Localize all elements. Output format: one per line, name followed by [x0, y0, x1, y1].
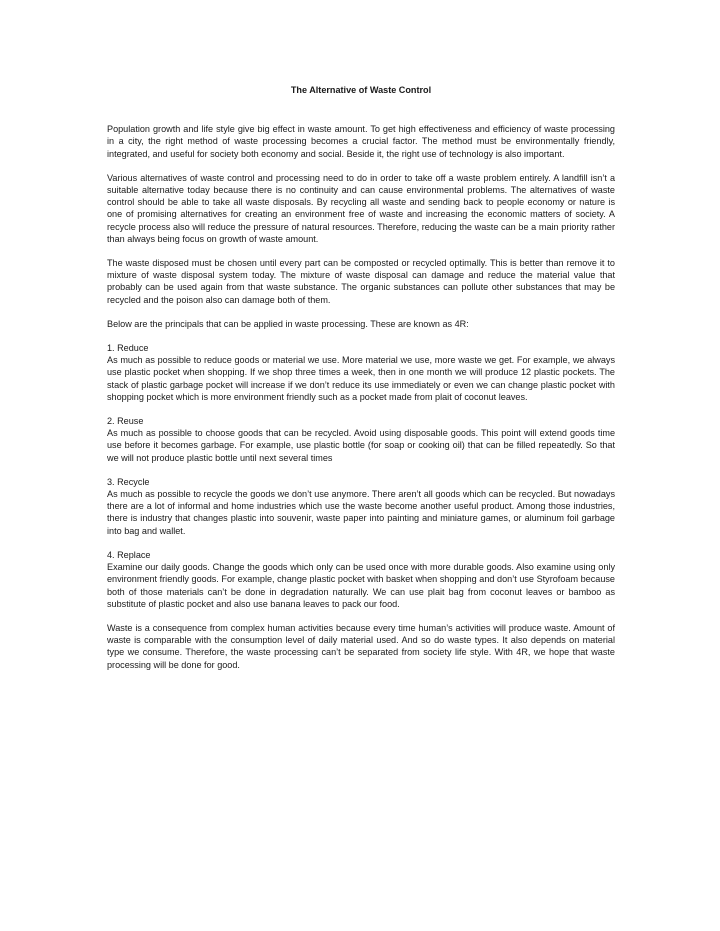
document-page	[107, 84, 615, 683]
section-heading: 4. Replace	[107, 549, 151, 560]
section-reuse	[107, 415, 615, 464]
section-replace	[107, 549, 615, 610]
section-body: As much as possible to choose goods that can be recycled. Avoid using disposable goods. This point will extend goods time use before it becomes garbage. For example, use plastic bottle (for soap or cooking oil) that can be filled repeatedly. So that we will not produce plastic bottle until next several times	[107, 428, 615, 463]
section-body: Examine our daily goods. Change the goods which only can be used once with more durable goods. Also examine using only environment friendly goods. For example, change plastic pocket with basket when shopping and don’t use Styrofoam because both of those materials can’t be done in degradation naturally. We can use plait bag from coconut leaves or bamboo as substitute of plastic pocket and also use banana leaves to pack our food.	[107, 562, 615, 609]
intro-paragraph-4: Below are the principals that can be applied in waste processing. These are known as 4R:	[107, 318, 469, 329]
section-heading: 2. Reuse	[107, 416, 144, 427]
section-heading: 1. Reduce	[107, 343, 149, 354]
section-recycle	[107, 476, 615, 537]
document-title: The Alternative of Waste Control	[290, 85, 432, 95]
intro-paragraph-2: Various alternatives of waste control and processing need to do in order to take off a waste problem entirely. A landfill isn’t a suitable alternative today because there is no continuity and can cause environmental problems. The alternatives of waste control should be able to take all waste disposals. By recycling all waste and sending back to people economy or nature is one of promising alternatives for creating an environment free of waste and increasing the economic matters of society. A recycle process also will reduce the pressure of natural resources. Therefore, reducing the waste can be a main priority rather than always being focus on growth of waste amount.	[107, 172, 615, 244]
conclusion-paragraph: Waste is a consequence from complex human activities because every time human’s activities will produce waste. Amount of waste is comparable with the consumption level of daily material used. And so do waste types. It also depends on material type we consume. Therefore, the waste processing can’t be separated from society life style. With 4R, we hope that waste processing will be done for good.	[107, 622, 615, 670]
section-body: As much as possible to reduce goods or material we use. More material we use, more waste we get. For example, we always use plastic pocket when shopping. If we shop three times a week, then in one month we will produce 12 plastic pockets. The stack of plastic garbage pocket will increase if we don’t reduce its use immediately or even we can change plastic pocket with shopping pocket which is more environment friendly such as a pocket made from plait of coconut leaves.	[107, 355, 615, 402]
section-heading: 3. Recycle	[107, 476, 150, 487]
section-body: As much as possible to recycle the goods we don’t use anymore. There aren’t all goods which can be recycled. But nowadays there are a lot of informal and home industries which use the waste become another useful product. Among those industries, there is industry that changes plastic into souvenir, waste paper into painting and miniature games, or aluminum foil garbage into bag and wallet.	[107, 489, 615, 536]
intro-paragraph-1: Population growth and life style give big effect in waste amount. To get high effectiveness and efficiency of waste processing in a city, the right method of waste processing becomes a crucial factor. The method must be environmentally friendly, integrated, and useful for society both economy and social. Beside it, the right use of technology is also important.	[107, 124, 615, 159]
intro-paragraph-3: The waste disposed must be chosen until every part can be composted or recycled optimally. This is better than remove it to mixture of waste disposal system today. The mixture of waste disposal can damage and reduce the material value that probably can be used again from that waste substance. The organic substances can pollute other substances that may be recycled and the poison also can damage both of them.	[107, 258, 615, 305]
section-reduce	[107, 342, 615, 403]
